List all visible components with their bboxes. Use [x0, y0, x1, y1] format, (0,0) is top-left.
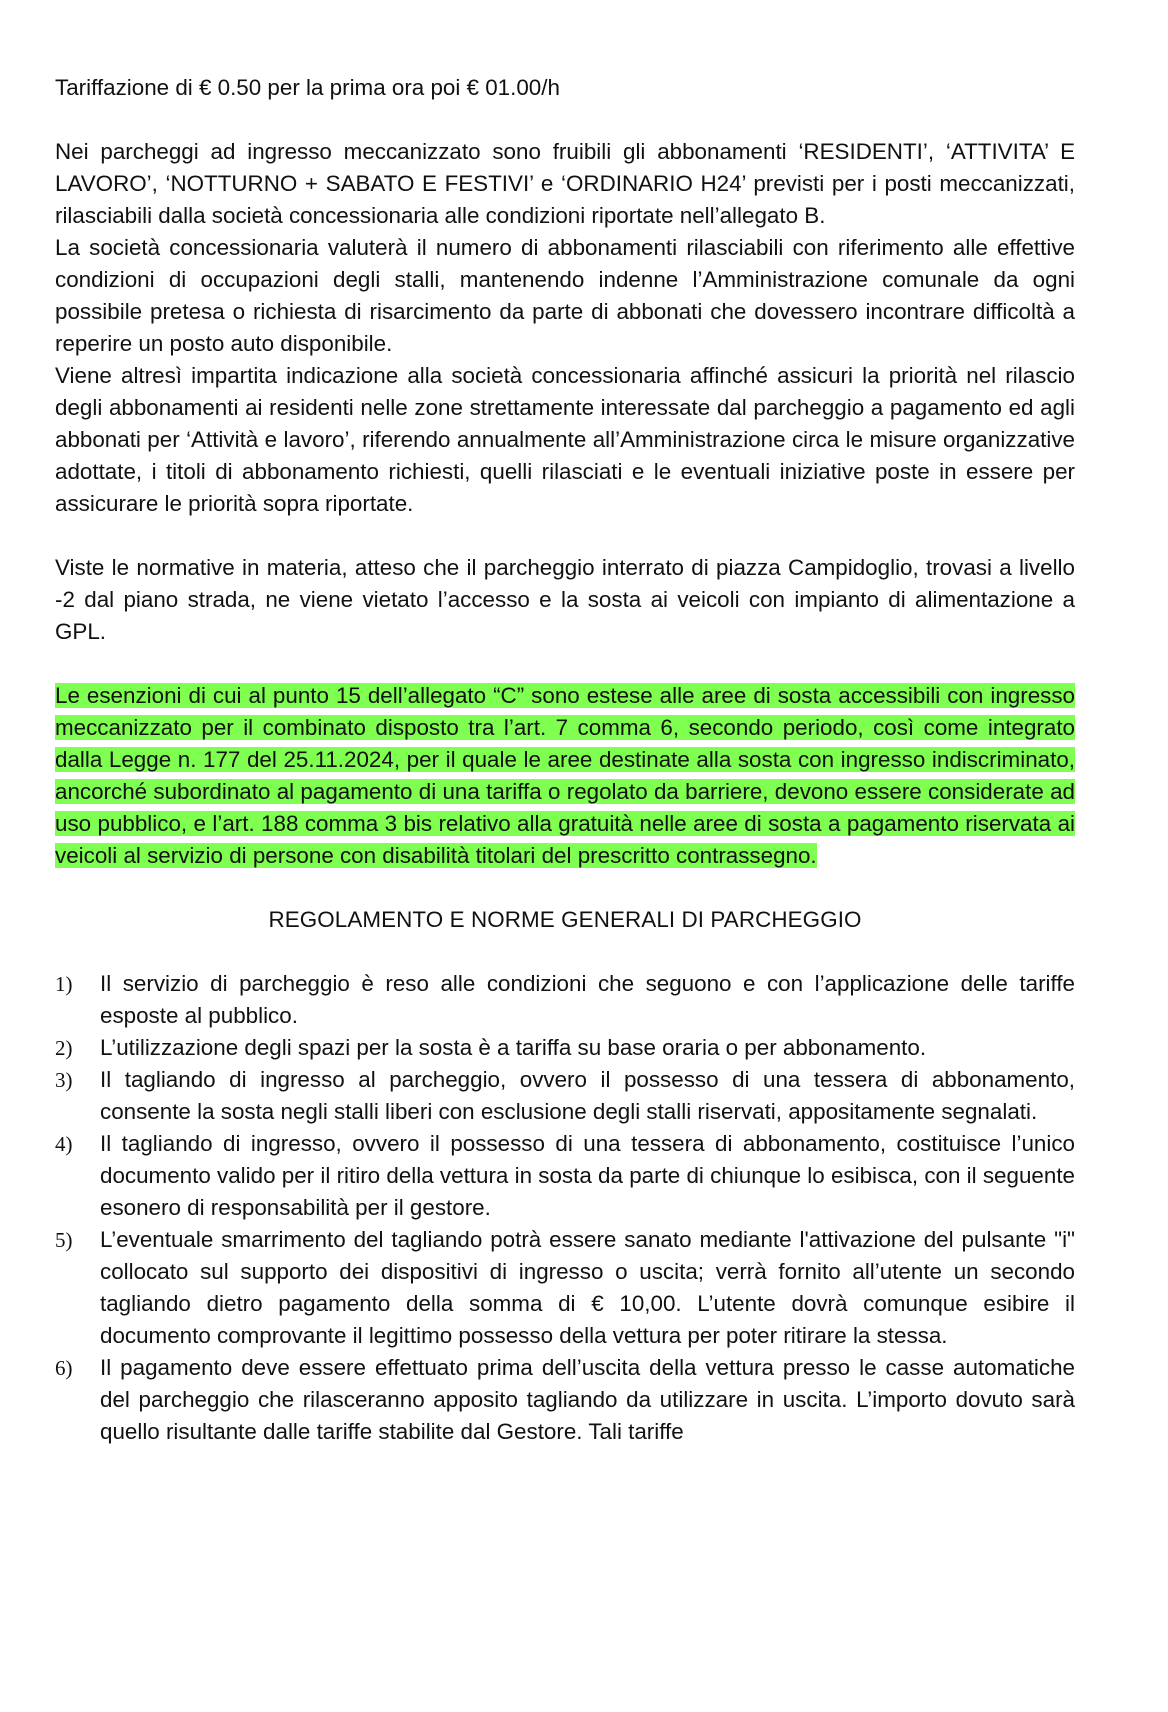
rule-number: 2)	[55, 1036, 73, 1060]
rule-item-1	[55, 968, 1075, 1032]
paragraph-valutazione: La società concessionaria valuterà il numero di abbonamenti rilasciabili con riferimento alle effettive condizioni di occupazioni degli stalli, mantenendo indenne l’Amministrazione comunale da ogni possibile pretesa o richiesta di risarcimento da parte di abbonati che dovessero incontrare difficoltà a reperire un posto auto disponibile.	[55, 235, 1075, 356]
spacer	[55, 872, 1075, 904]
rule-number: 1)	[55, 972, 73, 996]
spacer	[55, 520, 1075, 552]
rule-text: Il tagliando di ingresso, ovvero il possesso di una tessera di abbonamento, costituisce l’unico documento valido per il ritiro della vettura in sosta da parte di chiunque lo esibisca, con il seguente esonero di responsabilità per il gestore.	[100, 1131, 1075, 1220]
rule-number: 5)	[55, 1228, 73, 1252]
rule-item-6	[55, 1352, 1075, 1448]
spacer	[55, 104, 1075, 136]
rule-number: 4)	[55, 1132, 73, 1156]
document-page	[55, 72, 1075, 1448]
rule-item-3	[55, 1064, 1075, 1128]
section-heading: REGOLAMENTO E NORME GENERALI DI PARCHEGGIO	[268, 907, 862, 932]
tariff-line: Tariffazione di € 0.50 per la prima ora poi € 01.00/h	[55, 75, 560, 100]
rule-text: Il pagamento deve essere effettuato prima dell’uscita della vettura presso le casse automatiche del parcheggio che rilasceranno apposito tagliando da utilizzare in uscita. L’importo dovuto sarà quello risultante dalle tariffe stabilite dal Gestore. Tali tariffe	[100, 1355, 1075, 1444]
paragraph-abbonamenti: Nei parcheggi ad ingresso meccanizzato sono fruibili gli abbonamenti ‘RESIDENTI’, ‘ATTIVITA’ E LAVORO’, ‘NOTTURNO + SABATO E FESTIVI’ e ‘ORDINARIO H24’ previsti per i posti meccanizzati, rilasciabili dalla società concessionaria alle condizioni riportate nell’allegato B.	[55, 139, 1075, 228]
spacer	[55, 936, 1075, 968]
rule-text: Il servizio di parcheggio è reso alle condizioni che seguono e con l’applicazione delle tariffe esposte al pubblico.	[100, 971, 1075, 1028]
highlighted-text: Le esenzioni di cui al punto 15 dell’allegato “C” sono estese alle aree di sosta accessibili con ingresso meccanizzato per il combinato disposto tra l’art. 7 comma 6, secondo periodo, così come integrato dalla Legge n. 177 del 25.11.2024, per il quale le aree destinate alla sosta con ingresso indiscriminato, ancorché subordinato al pagamento di una tariffa o regolato da barriere, devono essere considerate ad uso pubblico, e l’art. 188 comma 3 bis relativo alla gratuità nelle aree di sosta a pagamento riservata ai veicoli al servizio di persone con disabilità titolari del prescritto contrassegno.	[55, 683, 1075, 868]
paragraph-gpl: Viste le normative in materia, atteso che il parcheggio interrato di piazza Campidoglio, trovasi a livello -2 dal piano strada, ne viene vietato l’accesso e la sosta ai veicoli con impianto di alimentazione a GPL.	[55, 555, 1075, 644]
rule-text: L’eventuale smarrimento del tagliando potrà essere sanato mediante l'attivazione del pulsante "i" collocato sul supporto dei dispositivi di ingresso o uscita; verrà fornito all’utente un secondo tagliando dietro pagamento della somma di € 10,00. L’utente dovrà comunque esibire il documento comprovante il legittimo possesso della vettura per poter ritirare la stessa.	[100, 1227, 1075, 1348]
paragraph-priorita: Viene altresì impartita indicazione alla società concessionaria affinché assicuri la priorità nel rilascio degli abbonamenti ai residenti nelle zone strettamente interessate dal parcheggio a pagamento ed agli abbonati per ‘Attività e lavoro’, riferendo annualmente all’Amministrazione circa le misure organizzative adottate, i titoli di abbonamento richiesti, quelli rilasciati e le eventuali iniziative poste in essere per assicurare le priorità sopra riportate.	[55, 363, 1075, 516]
rule-text: Il tagliando di ingresso al parcheggio, ovvero il possesso di una tessera di abbonamento, consente la sosta negli stalli liberi con esclusione degli stalli riservati, appositamente segnalati.	[100, 1067, 1075, 1124]
rule-item-4	[55, 1128, 1075, 1224]
rule-item-5	[55, 1224, 1075, 1352]
rule-number: 3)	[55, 1068, 73, 1092]
rule-item-2	[55, 1032, 1075, 1064]
spacer	[55, 648, 1075, 680]
paragraph-esenzioni-highlighted	[55, 680, 1075, 872]
rules-list	[55, 968, 1075, 1448]
rule-text: L’utilizzazione degli spazi per la sosta è a tariffa su base oraria o per abbonamento.	[100, 1035, 927, 1060]
rule-number: 6)	[55, 1356, 73, 1380]
